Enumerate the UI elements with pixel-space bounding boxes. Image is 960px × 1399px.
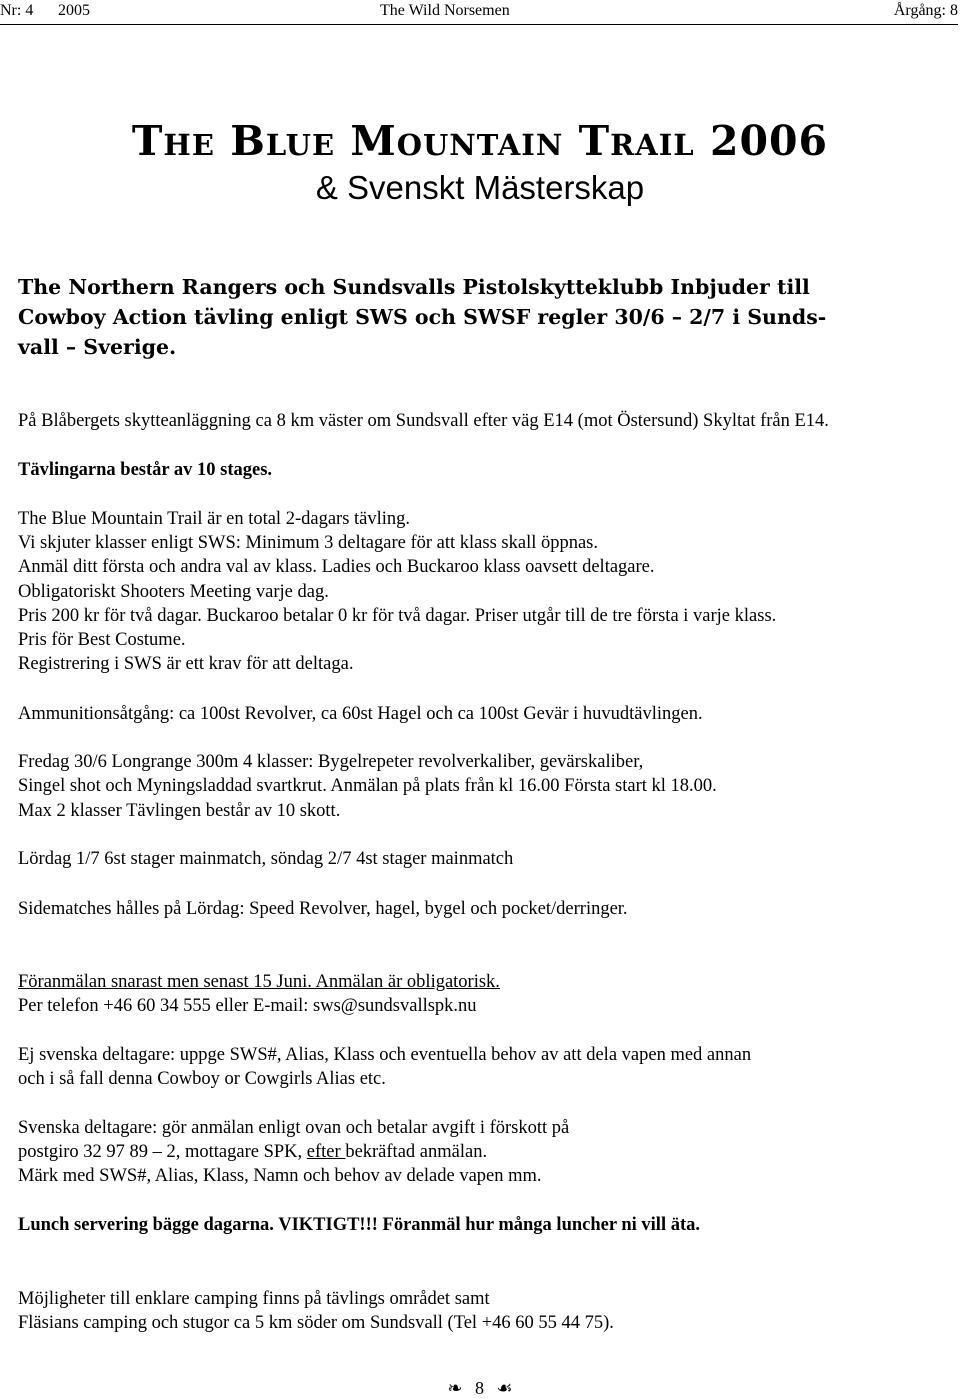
foreign-line: Ej svenska deltagare: uppge SWS#, Alias, Klass och eventuella behov av att dela vapen med annan: [18, 1045, 752, 1065]
rule-line: The Blue Mountain Trail är en total 2-dagars tävling.: [18, 509, 411, 529]
issue-year: 2005: [58, 2, 90, 19]
camping-line: Fläsians camping och stugor ca 5 km söder om Sundsvall (Tel +46 60 55 44 75).: [18, 1313, 614, 1333]
header-divider: [0, 24, 958, 25]
rule-line: Pris 200 kr för två dagar. Buckaroo betalar 0 kr för två dagar. Priser utgår till de tre första i varje klass.: [18, 606, 777, 626]
intro-line: The Northern Rangers och Sundsvalls Pistolskytteklubb Inbjuder till: [18, 275, 810, 299]
ammo-text: Ammunitionsåtgång: ca 100st Revolver, ca 60st Hagel och ca 100st Gevär i huvudtävlingen.: [18, 704, 703, 724]
publication-name: The Wild Norsemen: [380, 2, 510, 19]
camping-line: Möjligheter till enklare camping finns på tävlings området samt: [18, 1289, 490, 1309]
friday-line: Fredag 30/6 Longrange 300m 4 klasser: Bygelrepeter revolverkaliber, gevärskaliber,: [18, 752, 644, 772]
rule-line: Vi skjuter klasser enligt SWS: Minimum 3 deltagare för att klass skall öppnas.: [18, 533, 599, 553]
friday-line: Max 2 klasser Tävlingen består av 10 skott.: [18, 801, 341, 821]
lunch-text: Lunch servering bägge dagarna. VIKTIGT!!! Föranmäl hur många luncher ni vill äta.: [18, 1215, 700, 1235]
swedish-emphasis: efter: [306, 1142, 346, 1162]
rule-line: Pris för Best Costume.: [18, 630, 186, 650]
swedish-line: Svenska deltagare: gör anmälan enligt ovan och betalar avgift i förskott på: [18, 1118, 570, 1138]
intro-line: Cowboy Action tävling enligt SWS och SWSF regler 30/6 – 2/7 i Sunds-: [18, 305, 827, 329]
swedish-line: [18, 1141, 487, 1163]
friday-line: Singel shot och Myningsladdad svartkrut. Anmälan på plats från kl 16.00 Första start kl 18.00.: [18, 776, 717, 796]
registration-deadline: Föranmälan snarast men senast 15 Juni. Anmälan är obligatorisk.: [18, 972, 500, 992]
intro-line: vall – Sverige.: [18, 335, 177, 359]
stages-text: Tävlingarna består av 10 stages.: [18, 460, 273, 480]
swedish-line: Märk med SWS#, Alias, Klass, Namn och behov av delade vapen mm.: [18, 1166, 542, 1186]
ornament-left-icon: ❧: [447, 1378, 463, 1399]
rule-line: Registrering i SWS är ett krav för att deltaga.: [18, 654, 354, 674]
location-text: På Blåbergets skytteanläggning ca 8 km väster om Sundsvall efter väg E14 (mot Östersund) Skyltat från E14.: [18, 411, 829, 431]
rule-line: Anmäl ditt första och andra val av klass. Ladies och Buckaroo klass oavsett deltagare.: [18, 557, 655, 577]
page-footer: [0, 1378, 960, 1399]
issue-number: Nr: 4: [0, 2, 34, 19]
rule-line: Obligatoriskt Shooters Meeting varje dag.: [18, 582, 329, 602]
swedish-text: bekräftad anmälan.: [345, 1142, 488, 1162]
saturday-text: Lördag 1/7 6st stager mainmatch, söndag 2/7 4st stager mainmatch: [18, 849, 514, 869]
page-number: 8: [474, 1378, 484, 1398]
volume-label: Årgång: 8: [893, 2, 958, 19]
sidematches-text: Sidematches hålles på Lördag: Speed Revolver, hagel, bygel och pocket/derringer.: [18, 899, 628, 919]
page-subtitle: & Svenskt Mästerskap: [315, 169, 645, 206]
ornament-right-icon: ☙: [496, 1378, 513, 1399]
contact-text: Per telefon +46 60 34 555 eller E-mail: sws@sundsvallspk.nu: [18, 996, 477, 1016]
swedish-text: postgiro 32 97 89 – 2, mottagare SPK,: [18, 1142, 307, 1162]
page-title: The Blue Mountain Trail 2006: [131, 117, 829, 165]
foreign-line: och i så fall denna Cowboy or Cowgirls Alias etc.: [18, 1069, 386, 1089]
